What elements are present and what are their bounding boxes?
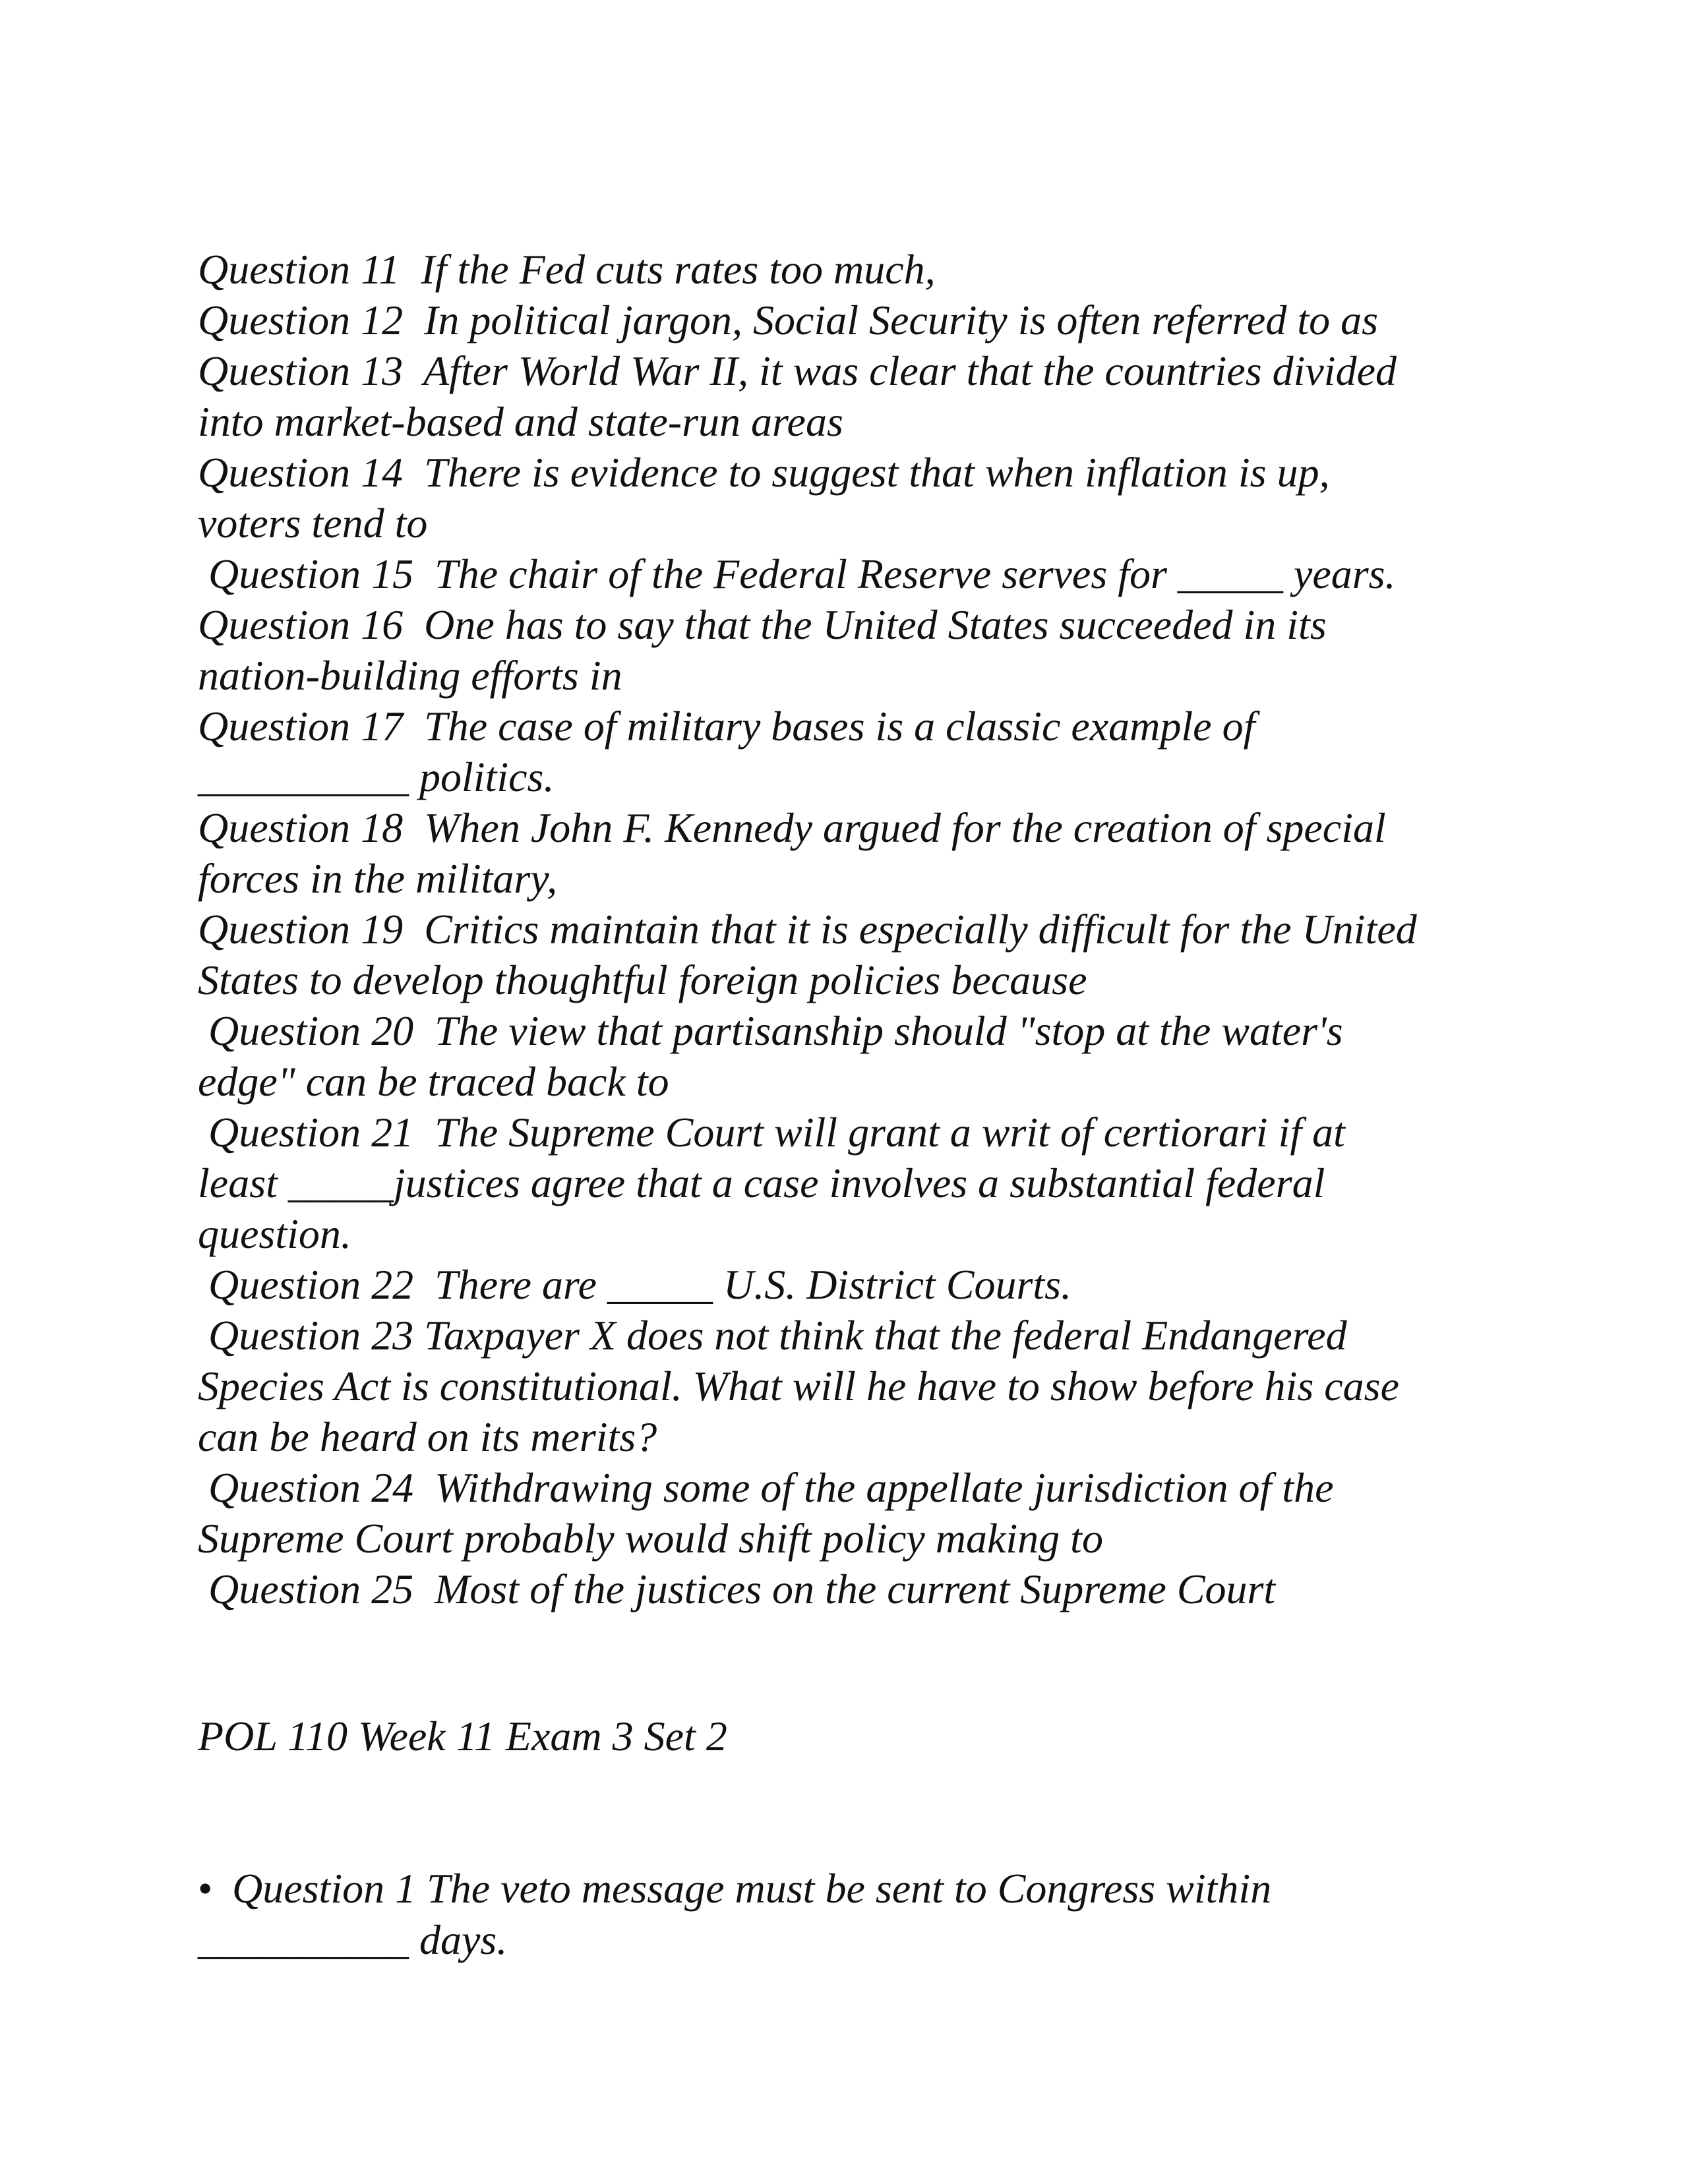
question-24-continuation: Supreme Court probably would shift policy making to: [198, 1515, 1103, 1562]
question-25-line: Question 25 Most of the justices on the current Supreme Court: [198, 1566, 1276, 1612]
question-21-continuation: least _____justices agree that a case involves a substantial federal: [198, 1160, 1325, 1206]
question-22-line: Question 22 There are _____ U.S. District Courts.: [198, 1261, 1072, 1308]
question-1-line: Question 1 The veto message must be sent to Congress within: [232, 1865, 1272, 1912]
question-18-line: Question 18 When John F. Kennedy argued for the creation of special: [198, 804, 1386, 851]
question-12-line: Question 12 In political jargon, Social Security is often referred to as: [198, 297, 1378, 343]
question-14-line: Question 14 There is evidence to suggest that when inflation is up,: [198, 449, 1330, 496]
question-13-line: Question 13 After World War II, it was clear that the countries divided: [198, 347, 1397, 394]
question-1-continuation: __________ days.: [198, 1916, 508, 1963]
question-20-continuation: edge" can be traced back to: [198, 1058, 669, 1105]
question-23-line: Question 23 Taxpayer X does not think that the federal Endangered: [198, 1312, 1347, 1359]
question-14-continuation: voters tend to: [198, 500, 428, 546]
question-21-line: Question 21 The Supreme Court will grant a writ of certiorari if at: [198, 1109, 1345, 1156]
question-list: [198, 244, 1490, 1614]
question-18-continuation: forces in the military,: [198, 855, 558, 902]
section-heading: POL 110 Week 11 Exam 3 Set 2: [198, 1713, 727, 1759]
bullet-list-item: [198, 1863, 1490, 1966]
bullet-first-line: [198, 1863, 1490, 1914]
question-23-continuation-2: can be heard on its merits?: [198, 1413, 657, 1460]
bullet-glyph: •: [198, 1865, 213, 1912]
question-20-line: Question 20 The view that partisanship should "stop at the water's: [198, 1007, 1343, 1054]
question-15-line: Question 15 The chair of the Federal Reserve serves for _____ years.: [198, 550, 1396, 597]
question-17-continuation: __________ politics.: [198, 753, 555, 800]
question-23-continuation: Species Act is constitutional. What will he have to show before his case: [198, 1363, 1399, 1409]
question-21-continuation-2: question.: [198, 1210, 351, 1257]
question-19-line: Question 19 Critics maintain that it is especially difficult for the United: [198, 906, 1417, 953]
question-16-line: Question 16 One has to say that the United States succeeded in its: [198, 601, 1327, 648]
question-19-continuation: States to develop thoughtful foreign policies because: [198, 957, 1087, 1003]
question-24-line: Question 24 Withdrawing some of the appellate jurisdiction of the: [198, 1464, 1334, 1511]
question-16-continuation: nation-building efforts in: [198, 652, 622, 699]
question-11-line: Question 11 If the Fed cuts rates too much,: [198, 246, 936, 293]
question-17-line: Question 17 The case of military bases is a classic example of: [198, 703, 1255, 750]
question-13-continuation: into market-based and state-run areas: [198, 398, 843, 445]
